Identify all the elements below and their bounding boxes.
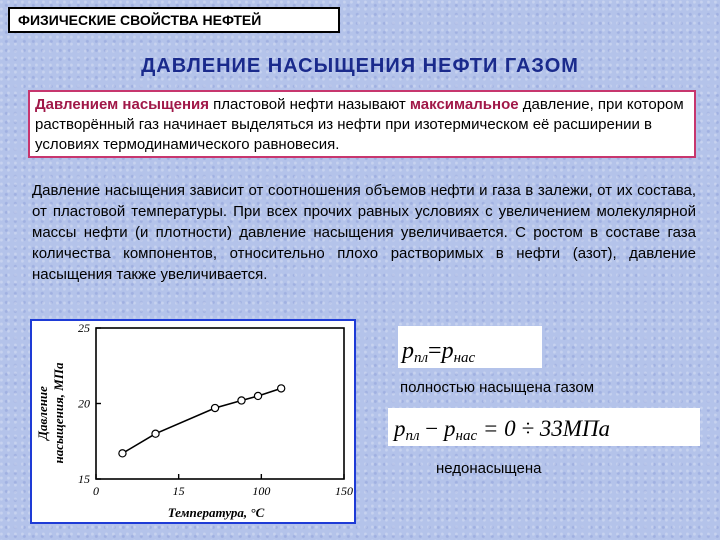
f2-range: = 0 ÷ 33МПа [477, 416, 611, 441]
x-tick-label: 15 [172, 484, 185, 498]
f1-left-symbol: p [402, 338, 414, 364]
f2-left-symbol: p [394, 416, 406, 441]
formula-undersaturated [388, 408, 700, 446]
x-tick-label: 0 [93, 484, 99, 498]
y-axis-label-line1: Давление [35, 386, 50, 440]
data-point [254, 392, 261, 399]
svg-text:pпл=pнас [400, 338, 476, 366]
data-point [278, 385, 285, 392]
f1-left-subscript: пл [414, 350, 429, 366]
y-axis-label-line2: насыщения, МПа [51, 362, 66, 464]
page-title: ДАВЛЕНИЕ НАСЫЩЕНИЯ НЕФТИ ГАЗОМ [141, 55, 579, 77]
data-point [211, 404, 218, 411]
definition-text-1: пластовой нефти называют [209, 96, 410, 113]
caption-fully-saturated: полностью насыщена газом [400, 379, 595, 396]
plot-area-frame [96, 328, 344, 479]
data-point [238, 397, 245, 404]
data-point [152, 430, 159, 437]
y-tick-label: 20 [78, 396, 90, 411]
caption-undersaturated: недонасыщена [436, 460, 542, 477]
y-tick-label: 25 [78, 321, 90, 335]
f2-right-symbol: p [444, 416, 456, 441]
body-paragraph: Давление насыщения зависит от соотношения объемов нефти и газа в залежи, от их состава, от пластовой температуры. При всех прочих равных условиях с увеличением молекулярной массы нефти (и плотности) давление насыщения увеличивается. С ростом в составе газа количества компонентов, относительно плохо растворимых в нефти (азот), давление насыщения также увеличивается. [32, 182, 696, 283]
f2-right-subscript: нас [455, 428, 478, 444]
definition-text-2: давление, при котором растворённый газ начинает выделяться из нефти при изотермическом её расширении в условиях термодинамического равновесия. [35, 96, 684, 153]
definition-box [28, 90, 696, 158]
svg-text:pпл − pнас = 0 ÷ 33МПа [392, 416, 610, 444]
f2-minus: − [419, 416, 445, 441]
formula-full-saturation [398, 326, 542, 368]
f1-right-symbol: p [441, 338, 454, 364]
f2-left-subscript: пл [405, 428, 420, 444]
x-tick-label: 100 [252, 484, 271, 498]
chart-frame [30, 319, 356, 524]
x-axis-label: Температура, °С [167, 505, 265, 520]
f1-equals: = [428, 338, 442, 364]
y-tick-label: 15 [78, 472, 90, 486]
section-label: ФИЗИЧЕСКИЕ СВОЙСТВА НЕФТЕЙ [8, 7, 340, 33]
definition-emphasis: максимальное [409, 96, 519, 113]
x-tick-label: 150 [335, 484, 353, 498]
data-point [119, 450, 126, 457]
saturation-pressure-chart [32, 321, 354, 522]
definition-term: Давлением насыщения [35, 96, 210, 113]
f1-right-subscript: нас [453, 350, 476, 366]
